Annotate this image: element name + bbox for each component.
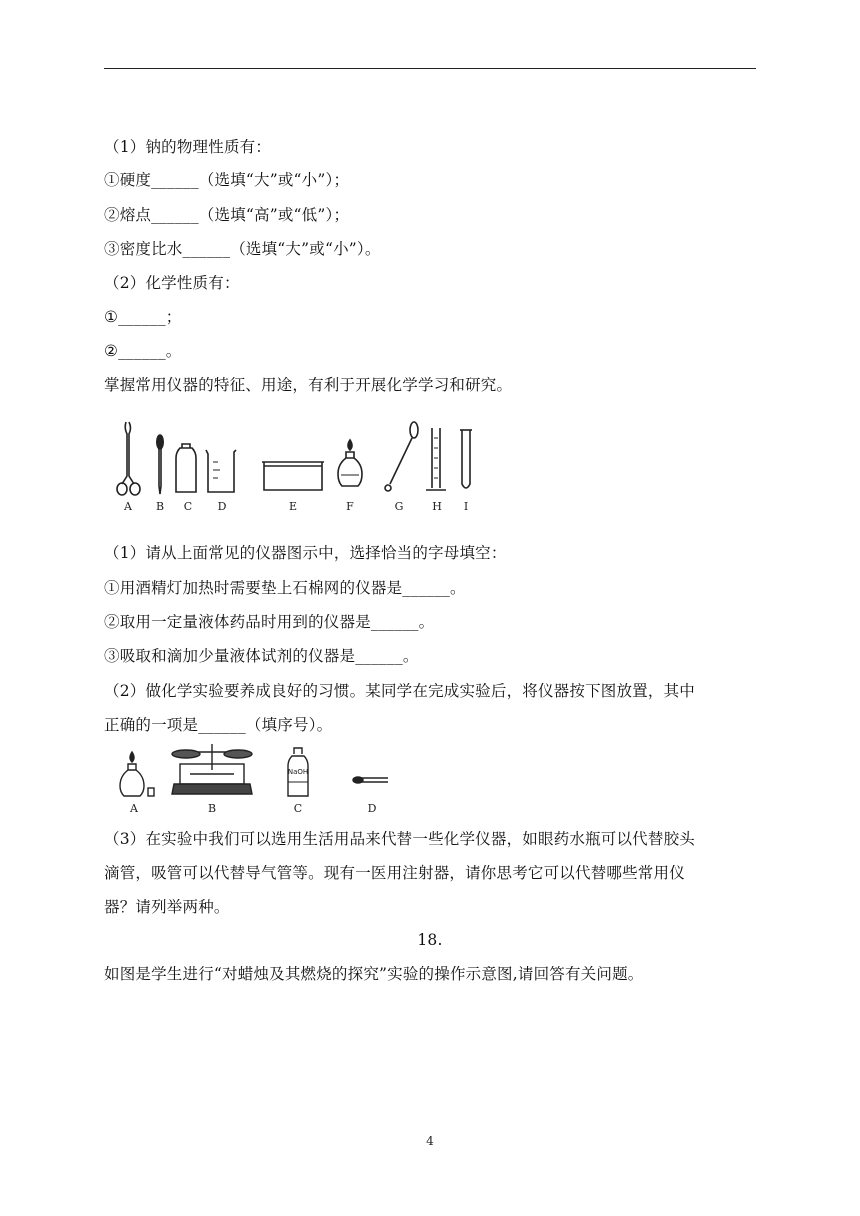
- figure1-label-e: E: [288, 500, 298, 513]
- question-1-item-1: ①用酒精灯加热时需要垫上石棉网的仪器是______。: [104, 579, 466, 597]
- figure2-label-a: A: [130, 802, 138, 815]
- chemical-blank-2: ②______。: [104, 342, 182, 360]
- question-18-intro: 如图是学生进行“对蜡烛及其燃烧的探究”实验的操作示意图,请回答有关问题。: [104, 965, 644, 983]
- naoh-bottle-label: NaOH: [287, 768, 309, 776]
- melting-point-line: ②熔点______（选填“高”或“低”）；: [104, 206, 350, 224]
- trough-icon: [262, 462, 324, 490]
- figure2-label-b: B: [207, 802, 217, 815]
- question-1-item-2: ②取用一定量液体药品时用到的仪器是______。: [104, 613, 435, 631]
- figure1-label-d: D: [217, 500, 227, 513]
- beaker-icon: [206, 450, 236, 492]
- figure1-label-f: F: [346, 500, 354, 513]
- instruments-intro: 掌握常用仪器的特征、用途，有利于开展化学学习和研究。: [104, 376, 513, 394]
- dropper-lying-icon: [353, 777, 388, 783]
- question-number-18: 18.: [417, 931, 443, 949]
- question-2-line-1: （2）做化学实验要养成良好的习惯。某同学在完成实验后，将仪器按下图放置，其中: [104, 682, 695, 700]
- dropper-icon: [157, 435, 163, 494]
- header-rule: [104, 68, 756, 69]
- figure2-label-d: D: [367, 802, 377, 815]
- question-3-line-3: 器？请列举两种。: [104, 898, 230, 916]
- chemical-blank-1: ①______；: [104, 308, 182, 326]
- figure1-label-c: C: [183, 500, 193, 513]
- figure1-label-i: I: [463, 500, 469, 513]
- reagent-bottle-icon: [176, 444, 196, 492]
- hardness-line: ①硬度______（选填“大”或“小”）；: [104, 171, 350, 189]
- instruments-figure: [110, 418, 500, 518]
- spoon-icon: [385, 422, 418, 491]
- balance-icon: [172, 744, 252, 794]
- sodium-physical-heading: （1）钠的物理性质有：: [104, 138, 272, 156]
- placement-figure: [110, 740, 400, 818]
- test-tube-icon: [460, 430, 472, 488]
- question-3-line-2: 滴管，吸管可以代替导气管等。现有一医用注射器，请你思考它可以代替哪些常用仪: [104, 864, 685, 882]
- figure1-label-a: A: [124, 500, 132, 513]
- sodium-chemical-heading: （2）化学性质有：: [104, 274, 240, 292]
- graduated-cylinder-icon: [426, 428, 446, 490]
- figure1-label-h: H: [432, 500, 442, 513]
- lamp-uncapped-icon: [120, 752, 154, 796]
- figure2-label-c: C: [293, 802, 303, 815]
- density-line: ③密度比水______（选填“大”或“小”）。: [104, 240, 381, 258]
- crucible-tongs-icon: [117, 422, 140, 495]
- figure1-label-g: G: [394, 500, 404, 513]
- question-1-item-3: ③吸取和滴加少量液体试剂的仪器是______。: [104, 647, 419, 665]
- figure1-label-b: B: [155, 500, 165, 513]
- question-3-line-1: （3）在实验中我们可以选用生活用品来代替一些化学仪器，如眼药水瓶可以代替胶头: [104, 830, 695, 848]
- page-number: 4: [426, 1134, 434, 1148]
- question-2-line-2: 正确的一项是______（填序号）。: [104, 716, 333, 734]
- question-1-heading: （1）请从上面常见的仪器图示中，选择恰当的字母填空：: [104, 544, 507, 562]
- alcohol-lamp-icon: [338, 440, 362, 486]
